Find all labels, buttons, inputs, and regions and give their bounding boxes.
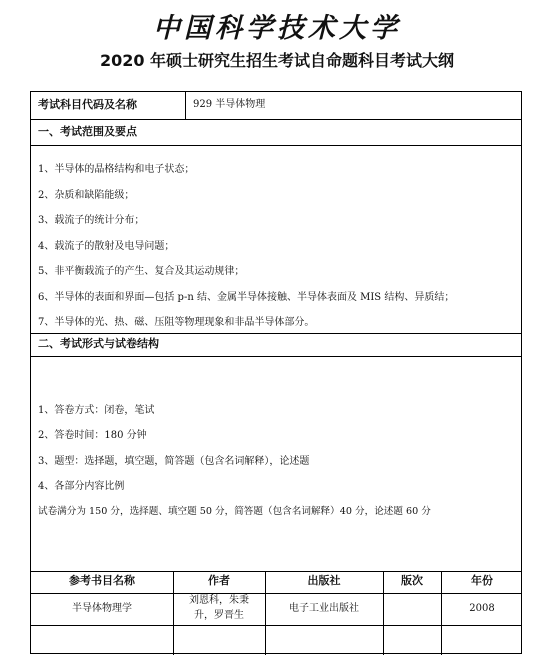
page-title: 2020 年硕士研究生招生考试自命题科目考试大纲 <box>99 51 455 70</box>
subject-divider <box>185 92 186 119</box>
list-item: 3、载流子的统计分布； <box>38 215 145 226</box>
list-item: 2、答卷时间：180 分钟 <box>38 430 147 441</box>
row-divider <box>31 145 521 146</box>
list-item: 2、杂质和缺陷能级； <box>38 190 135 201</box>
section2-heading: 二、考试形式与试卷结构 <box>38 337 159 350</box>
book-publisher: 电子工业出版社 <box>289 603 359 614</box>
list-item: 7、半导体的光、热、磁、压阻等物理现象和非晶半导体部分。 <box>38 317 315 328</box>
subject-value: 929 半导体物理 <box>193 99 266 110</box>
row-divider <box>31 356 521 357</box>
list-item: 1、半导体的晶格结构和电子状态； <box>38 164 195 175</box>
list-item: 6、半导体的表面和界面—包括 p-n 结、金属半导体接触、半导体表面及 MIS 结构、异质结； <box>38 292 455 303</box>
list-item: 试卷满分为 150 分，选择题、填空题 50 分，简答题（包含名词解释）40 分，论述题 60 分 <box>38 506 431 517</box>
row-divider <box>31 625 521 626</box>
university-logo: 中国科学技术大学 <box>153 13 401 44</box>
book-author-line2: 升，罗晋生 <box>194 610 244 621</box>
subject-label: 考试科目代码及名称 <box>38 98 137 111</box>
book-author-line1: 刘恩科，朱秉 <box>189 595 249 606</box>
section1-heading: 一、考试范围及要点 <box>38 125 137 138</box>
books-header-publisher: 出版社 <box>307 574 341 587</box>
syllabus-table <box>30 91 522 654</box>
list-item: 4、各部分内容比例 <box>38 481 125 492</box>
row-divider <box>31 593 521 594</box>
books-header-title: 参考书目名称 <box>69 574 135 587</box>
list-item: 3、题型：选择题，填空题，简答题（包含名词解释），论述题 <box>38 456 310 467</box>
list-item: 1、答卷方式：闭卷，笔试 <box>38 405 155 416</box>
book-year: 2008 <box>469 603 495 614</box>
book-title: 半导体物理学 <box>72 603 132 614</box>
list-item: 5、非平衡载流子的产生、复合及其运动规律； <box>38 266 245 277</box>
row-divider <box>31 571 521 572</box>
books-header-year: 年份 <box>471 574 493 587</box>
books-header-edition: 版次 <box>401 574 423 587</box>
list-item: 4、载流子的散射及电导问题； <box>38 241 175 252</box>
row-divider <box>31 119 521 120</box>
row-divider <box>31 333 521 334</box>
books-header-author: 作者 <box>208 574 230 587</box>
